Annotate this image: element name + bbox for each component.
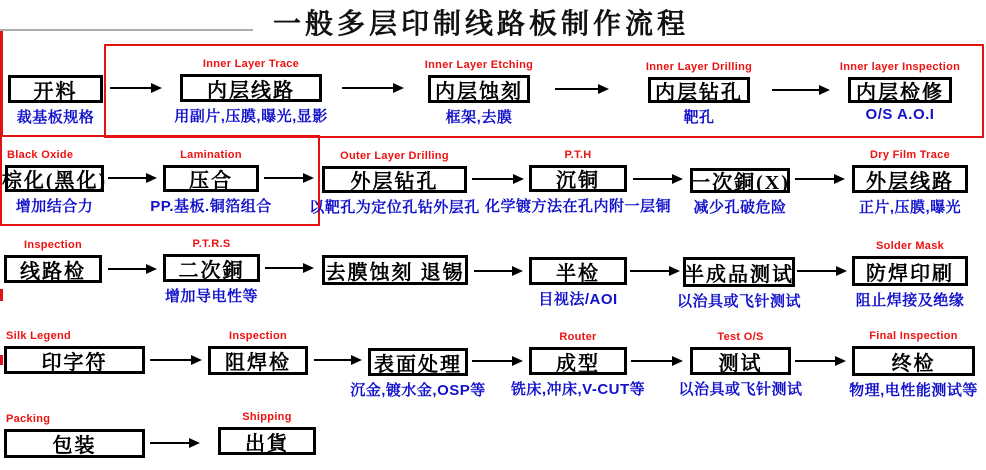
arrowhead-icon bbox=[512, 266, 523, 276]
step-surface-finish bbox=[350, 348, 486, 399]
step-label-en: Solder Mask bbox=[875, 240, 945, 252]
step-note: PP.基板.铜箔组合 bbox=[150, 198, 272, 215]
step-note: 靶孔 bbox=[683, 109, 715, 126]
arrowhead-icon bbox=[834, 174, 845, 184]
arrow-right bbox=[795, 360, 844, 362]
arrow-right bbox=[108, 268, 155, 270]
left-red-line bbox=[0, 31, 3, 135]
step-note: 正片,压膜,曝光 bbox=[858, 199, 962, 216]
step-note: 裁基板规格 bbox=[16, 109, 95, 126]
step-note: O/S A.O.I bbox=[865, 106, 935, 123]
arrow-right bbox=[555, 88, 607, 90]
step-label-en: Packing bbox=[6, 413, 51, 425]
step-note: 铣床,冲床,V-CUT等 bbox=[510, 381, 646, 398]
step-box: 阻焊检 bbox=[208, 346, 308, 375]
step-note: 减少孔破危险 bbox=[693, 199, 787, 216]
step-box: 一次銅(X) bbox=[690, 168, 790, 193]
arrowhead-icon bbox=[513, 174, 524, 184]
arrowhead-icon bbox=[672, 356, 683, 366]
arrowhead-icon bbox=[189, 438, 200, 448]
step-shipping bbox=[218, 411, 316, 455]
arrowhead-icon bbox=[191, 355, 202, 365]
step-box: 出貨 bbox=[218, 427, 316, 455]
arrowhead-icon bbox=[835, 356, 846, 366]
step-note: 用副片,压膜,曝光,显影 bbox=[174, 108, 328, 125]
step-label-en: P.T.H bbox=[564, 149, 592, 161]
step-box: 内层蚀刻 bbox=[428, 75, 530, 103]
left-red-tick-1 bbox=[0, 289, 3, 301]
arrow-right bbox=[631, 360, 681, 362]
step-box: 表面处理 bbox=[368, 348, 468, 376]
step-label-en: Test O/S bbox=[717, 331, 764, 343]
step-label-en: Lamination bbox=[180, 149, 242, 161]
arrow-right bbox=[150, 442, 198, 444]
arrow-right bbox=[474, 270, 521, 272]
step-label-en: Silk Legend bbox=[6, 330, 72, 342]
step-note: 沉金,镀水金,OSP等 bbox=[350, 382, 486, 399]
arrow-right bbox=[630, 270, 678, 272]
arrow-right bbox=[797, 270, 845, 272]
arrow-right bbox=[110, 87, 160, 89]
step-silk-legend bbox=[4, 330, 145, 374]
step-electrical-test bbox=[678, 331, 803, 398]
arrow-right bbox=[342, 87, 402, 89]
step-box: 印字符 bbox=[4, 346, 145, 374]
step-box: 二次銅 bbox=[163, 254, 260, 282]
step-box: 开料 bbox=[8, 75, 103, 103]
step-inner-layer-drilling bbox=[645, 61, 753, 126]
arrowhead-icon bbox=[598, 84, 609, 94]
left-red-tick-2 bbox=[0, 355, 3, 365]
step-label-en: Inner Layer Drilling bbox=[645, 61, 753, 73]
step-note: 以治具或飞针测试 bbox=[676, 293, 802, 310]
step-note: 框架,去膜 bbox=[445, 109, 513, 126]
arrow-right bbox=[264, 177, 312, 179]
arrow-right bbox=[795, 178, 843, 180]
step-box: 去膜蚀刻 退锡 bbox=[322, 255, 468, 285]
step-box: 线路检 bbox=[4, 255, 102, 283]
step-label-en: Inspection bbox=[23, 239, 83, 251]
step-cut-material bbox=[8, 75, 103, 126]
step-box: 防焊印刷 bbox=[852, 256, 968, 286]
step-box: 棕化(黑化) bbox=[5, 165, 104, 192]
step-note: 以靶孔为定位孔钻外层孔 bbox=[309, 199, 480, 216]
step-inner-layer-trace bbox=[174, 58, 328, 125]
step-label-en: P.T.R.S bbox=[192, 238, 231, 250]
step-box: 半检 bbox=[529, 257, 627, 285]
arrowhead-icon bbox=[819, 85, 830, 95]
step-box: 测试 bbox=[690, 347, 791, 375]
arrowhead-icon bbox=[351, 355, 362, 365]
step-label-en: Inner Layer Etching bbox=[424, 59, 534, 71]
step-note: 目视法/AOI bbox=[538, 291, 618, 308]
step-label-en: Inner Layer Trace bbox=[202, 58, 300, 70]
step-label-en: Outer Layer Drilling bbox=[340, 150, 449, 162]
arrow-right bbox=[265, 267, 312, 269]
step-label-en: Inspection bbox=[228, 330, 288, 342]
step-note: 物理,电性能测试等 bbox=[849, 382, 978, 399]
step-box: 包装 bbox=[4, 429, 145, 458]
step-lamination bbox=[150, 149, 272, 215]
step-trace-inspection bbox=[4, 239, 102, 283]
step-note: 增加结合力 bbox=[15, 198, 94, 215]
arrow-right bbox=[472, 360, 521, 362]
arrow-right bbox=[472, 178, 522, 180]
step-label-en: Dry Film Trace bbox=[869, 149, 951, 161]
step-packing bbox=[4, 413, 145, 458]
step-box: 外层钻孔 bbox=[322, 166, 467, 193]
arrowhead-icon bbox=[512, 356, 523, 366]
step-pth-copper-deposit bbox=[484, 149, 672, 215]
step-routing bbox=[510, 331, 646, 398]
step-label-en: Router bbox=[559, 331, 597, 343]
step-strip-etch-tin-strip bbox=[322, 255, 468, 285]
arrow-right bbox=[108, 177, 155, 179]
step-final-inspection bbox=[849, 330, 978, 399]
step-solder-mask bbox=[852, 240, 968, 309]
arrowhead-icon bbox=[146, 264, 157, 274]
step-label-en: Inner layer Inspection bbox=[839, 61, 961, 73]
step-first-copper bbox=[690, 168, 790, 216]
arrowhead-icon bbox=[393, 83, 404, 93]
step-inner-layer-inspection bbox=[839, 61, 961, 123]
arrowhead-icon bbox=[836, 266, 847, 276]
step-note: 阻止焊接及绝缘 bbox=[855, 292, 965, 309]
step-box: 半成品测试 bbox=[683, 257, 795, 287]
step-solder-mask-inspection bbox=[208, 330, 308, 375]
arrowhead-icon bbox=[672, 174, 683, 184]
step-inner-layer-etching bbox=[424, 59, 534, 126]
step-box: 沉铜 bbox=[529, 165, 627, 192]
arrowhead-icon bbox=[146, 173, 157, 183]
step-label-en: Final Inspection bbox=[869, 330, 958, 342]
step-note: 增加导电性等 bbox=[164, 288, 259, 305]
step-box: 成型 bbox=[529, 347, 627, 375]
arrowhead-icon bbox=[303, 173, 314, 183]
arrowhead-icon bbox=[151, 83, 162, 93]
step-label-en: Shipping bbox=[242, 411, 292, 423]
page-title: 一般多层印制线路板制作流程 bbox=[272, 9, 689, 40]
step-box: 终检 bbox=[852, 346, 975, 376]
arrow-right bbox=[150, 359, 200, 361]
step-box: 内层线路 bbox=[180, 74, 322, 102]
step-box: 外层线路 bbox=[852, 165, 968, 193]
step-second-copper bbox=[163, 238, 260, 305]
step-black-oxide bbox=[1, 149, 108, 215]
step-note: 以治具或飞针测试 bbox=[678, 381, 803, 398]
arrow-right bbox=[314, 359, 360, 361]
step-outer-layer-drilling bbox=[309, 150, 480, 216]
arrowhead-icon bbox=[303, 263, 314, 273]
step-label-en: Black Oxide bbox=[7, 149, 74, 161]
step-box: 内层检修 bbox=[848, 77, 952, 103]
step-box: 压合 bbox=[163, 165, 259, 192]
step-semi-product-test bbox=[676, 257, 802, 310]
step-half-inspection bbox=[529, 257, 627, 308]
step-note: 化学镀方法在孔内附一层铜 bbox=[484, 198, 672, 215]
arrow-right bbox=[633, 178, 681, 180]
step-box: 内层钻孔 bbox=[648, 77, 750, 103]
step-dry-film-trace bbox=[852, 149, 968, 216]
top-left-gray-line bbox=[0, 29, 253, 31]
arrow-right bbox=[772, 89, 828, 91]
arrowhead-icon bbox=[669, 266, 680, 276]
